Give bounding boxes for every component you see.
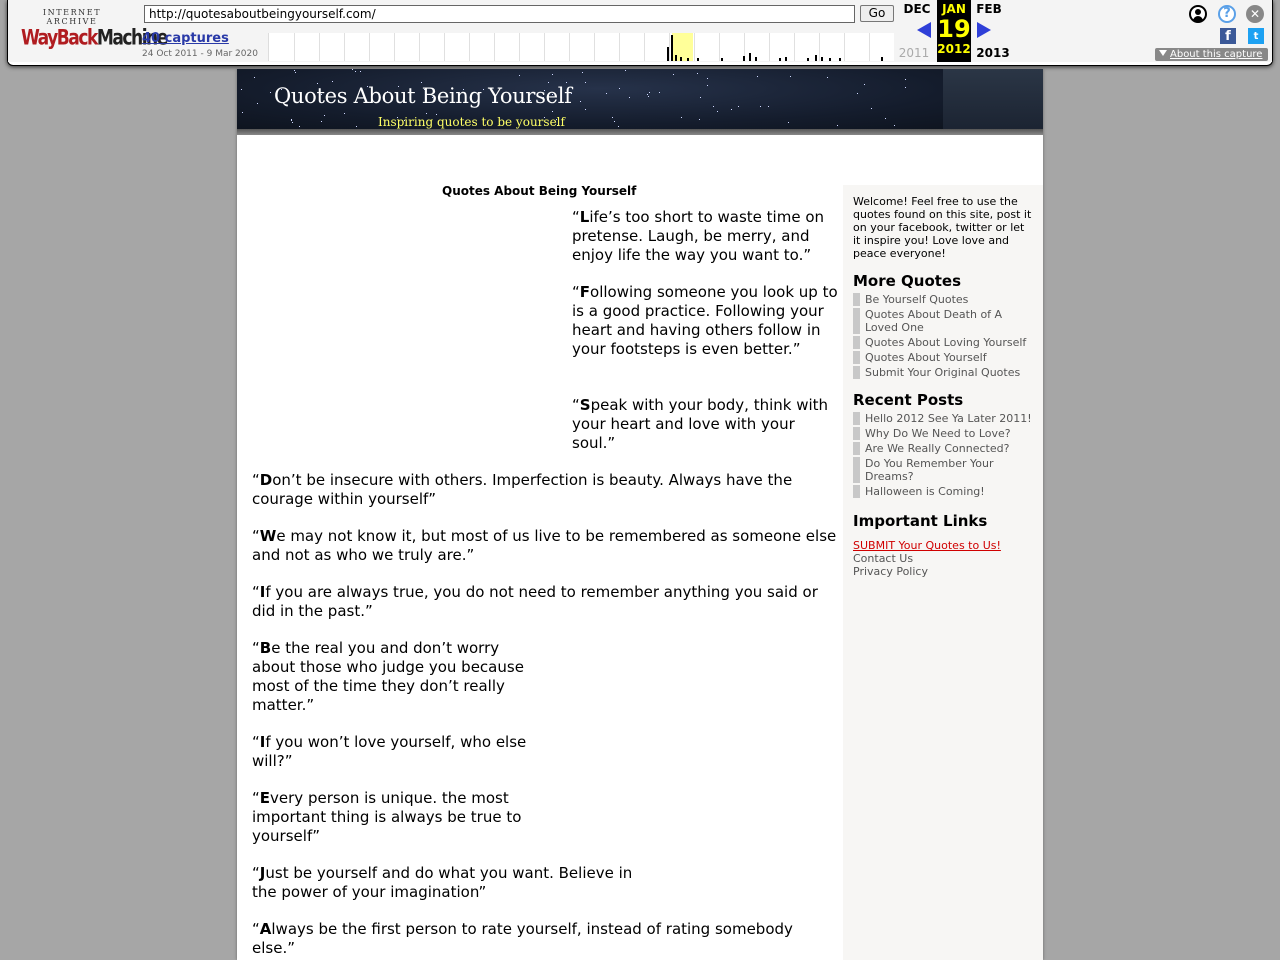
quote-item: “We may not know it, but most of us live to be remembered as someone else and not as who we truly are.” (252, 527, 837, 564)
about-capture-button[interactable] (1155, 48, 1268, 61)
header-star (352, 69, 353, 70)
header-star (356, 126, 357, 127)
header-star (837, 125, 838, 126)
quote-item: “Just be yourself and do what you want. Believe in the power of your imagination” (252, 864, 633, 901)
quote-item: “Don’t be insecure with others. Imperfection is beauty. Always have the courage within yourself” (252, 471, 793, 508)
header-star (585, 109, 586, 110)
header-star (614, 121, 615, 122)
wayback-sparkline[interactable] (268, 33, 894, 61)
user-account-icon[interactable] (1189, 5, 1207, 23)
site-header (237, 69, 1043, 135)
wayback-current-month: JAN (942, 2, 966, 16)
twitter-icon[interactable]: t (1248, 28, 1264, 44)
header-star (699, 119, 700, 120)
sparkline-capture-tick (697, 58, 699, 61)
page-container (237, 69, 1043, 960)
next-capture-arrow-icon[interactable] (977, 22, 991, 38)
wayback-next-month[interactable]: FEB (976, 2, 1002, 16)
contact-us-link[interactable]: Contact Us (853, 552, 914, 565)
sparkline-divider (544, 33, 545, 61)
header-star (292, 122, 293, 123)
header-star (857, 93, 858, 94)
header-star (254, 77, 255, 78)
header-shadow (237, 129, 1043, 135)
header-star (905, 79, 906, 80)
wayback-logo-back: Back (56, 25, 97, 51)
header-star (585, 82, 586, 83)
quote-item: “Speak with your body, think with your heart and love with your soul.” (572, 396, 829, 452)
header-star (566, 82, 567, 83)
header-star (647, 94, 648, 95)
sparkline-capture-tick (671, 35, 673, 61)
header-star (360, 71, 361, 72)
wayback-logo-top: INTERNET ARCHIVE (42, 8, 102, 26)
sparkline-divider (469, 33, 470, 61)
post-title: Quotes About Being Yourself (442, 184, 637, 198)
header-star (294, 70, 295, 71)
more-quotes-link[interactable]: Quotes About Yourself (853, 351, 1033, 364)
header-star (700, 97, 701, 98)
sparkline-divider (669, 33, 670, 61)
header-star (625, 70, 626, 71)
wayback-logo-wordmark (21, 25, 167, 51)
quote-item: “Every person is unique. the most important thing is always be true to yourself” (252, 789, 522, 845)
site-title[interactable]: Quotes About Being Yourself (274, 84, 572, 108)
prev-capture-arrow-icon[interactable] (917, 22, 931, 38)
sparkline-divider (594, 33, 595, 61)
wayback-url-input[interactable]: http://quotesaboutbeingyourself.com/ (144, 5, 855, 23)
wayback-toolbar (7, 0, 1273, 66)
help-icon[interactable]: ? (1218, 5, 1236, 23)
header-star (582, 72, 583, 73)
privacy-policy-link[interactable]: Privacy Policy (853, 565, 928, 578)
header-star (707, 78, 708, 79)
sparkline-divider (569, 33, 570, 61)
wayback-logo-way: Way (21, 25, 57, 51)
header-star (612, 117, 613, 118)
more-quotes-link[interactable]: Quotes About Loving Yourself (853, 336, 1033, 349)
recent-post-link[interactable]: Why Do We Need to Love? (853, 427, 1033, 440)
recent-post-link[interactable]: Are We Really Connected? (853, 442, 1033, 455)
header-star (788, 122, 789, 123)
sparkline-divider (819, 33, 820, 61)
wayback-prev-month[interactable]: DEC (903, 2, 931, 16)
sparkline-divider (419, 33, 420, 61)
header-star (717, 111, 718, 112)
wayback-current-year: 2012 (937, 42, 971, 56)
wayback-go-button[interactable]: Go (860, 5, 894, 22)
header-star (697, 73, 698, 74)
header-star (257, 103, 258, 104)
header-star (760, 106, 761, 107)
header-star (548, 82, 549, 83)
header-star (768, 106, 769, 107)
wayback-toolbar-inner (8, 0, 1272, 62)
header-star (552, 111, 553, 112)
quote-item: “If you are always true, you do not need to remember anything you said or did in the past.” (252, 583, 818, 620)
sparkline-capture-tick (807, 58, 809, 61)
header-star (291, 119, 292, 120)
header-star (757, 76, 758, 77)
sparkline-divider (844, 33, 845, 61)
header-star (681, 117, 682, 118)
quote-item: “Following someone you look up to is a good practice. Following your heart and having others follow in your footsteps is even better.” (572, 283, 838, 358)
header-star (242, 112, 243, 113)
important-links-list (853, 539, 1033, 578)
close-icon[interactable]: ✕ (1246, 5, 1264, 23)
header-star (885, 118, 886, 119)
header-star (707, 85, 708, 86)
sparkline-divider (394, 33, 395, 61)
header-star (713, 106, 714, 107)
sparkline-divider (369, 33, 370, 61)
header-star (731, 109, 732, 110)
header-star (673, 74, 674, 75)
header-star (619, 88, 620, 89)
quote-item: “Be the real you and don’t worry about those who judge you because most of the time they don’t really matter.” (252, 639, 524, 714)
wayback-prev-year[interactable]: 2011 (898, 46, 930, 60)
sparkline-divider (294, 33, 295, 61)
sidebar (843, 185, 1043, 960)
recent-post-link[interactable]: Hello 2012 See Ya Later 2011! (853, 412, 1033, 425)
header-star (241, 89, 242, 90)
recent-posts-heading: Recent Posts (853, 391, 964, 409)
header-star (649, 92, 650, 93)
header-star (648, 96, 649, 97)
recent-post-link[interactable]: Do You Remember Your Dreams? (853, 457, 1033, 483)
header-star (295, 72, 296, 73)
sparkline-divider (319, 33, 320, 61)
sparkline-capture-tick (779, 58, 781, 61)
sparkline-divider (719, 33, 720, 61)
header-star (790, 76, 791, 77)
wayback-logo-machine: Machine (96, 25, 167, 51)
sparkline-divider (794, 33, 795, 61)
sparkline-divider (494, 33, 495, 61)
quote-item: “Always be the first person to rate yourself, instead of rating somebody else.” (252, 920, 793, 957)
facebook-icon[interactable]: f (1220, 28, 1236, 44)
header-star (355, 71, 356, 72)
sparkline-capture-tick (821, 57, 823, 61)
sparkline-capture-tick (829, 58, 831, 61)
submit-quotes-link[interactable]: SUBMIT Your Quotes to Us! (853, 539, 1001, 552)
more-quotes-link[interactable]: Be Yourself Quotes (853, 293, 1033, 306)
sparkline-divider (619, 33, 620, 61)
header-star (629, 97, 630, 98)
header-star (321, 121, 322, 122)
header-star (426, 113, 427, 114)
sparkline-divider (644, 33, 645, 61)
more-quotes-link[interactable]: Quotes About Death of A Loved One (853, 308, 1033, 334)
header-star (332, 81, 333, 82)
sparkline-capture-tick (687, 58, 689, 61)
sparkline-divider (869, 33, 870, 61)
header-star (421, 82, 422, 83)
wayback-current-day: 19 (937, 15, 971, 43)
header-star (606, 93, 607, 94)
header-star (552, 74, 553, 75)
important-links-heading: Important Links (853, 512, 988, 530)
sparkline-capture-tick (675, 55, 677, 61)
caret-down-icon (1159, 50, 1167, 56)
header-star (659, 92, 660, 93)
wayback-logo[interactable] (21, 8, 167, 51)
recent-post-link[interactable]: Halloween is Coming! (853, 485, 1033, 498)
quote-item: “If you won’t love yourself, who else will?” (252, 733, 527, 770)
welcome-text: Welcome! Feel free to use the quotes found on this site, post it on your facebook, twitter or let it inspire you! Love love and peace everyone! (853, 195, 1032, 260)
sparkline-capture-tick (839, 58, 841, 61)
about-capture-label: About this capture (1170, 49, 1263, 60)
header-star (324, 115, 325, 116)
header-star (738, 106, 739, 107)
header-star (270, 92, 271, 93)
sparkline-divider (344, 33, 345, 61)
quote-item: “Life’s too short to waste time on pretense. Laugh, be merry, and enjoy life the way you want to.” (572, 208, 825, 264)
sparkline-capture-tick (680, 57, 682, 61)
more-quotes-list (853, 293, 1033, 379)
header-star (827, 77, 828, 78)
wayback-next-year[interactable]: 2013 (976, 46, 1010, 60)
sparkline-capture-tick (815, 55, 817, 61)
header-star (864, 84, 865, 85)
header-star (519, 75, 520, 76)
header-star (618, 126, 619, 127)
header-star (291, 120, 292, 121)
sparkline-divider (519, 33, 520, 61)
header-star (299, 126, 300, 127)
header-star (905, 87, 906, 88)
header-star (871, 108, 872, 109)
sparkline-capture-tick (667, 47, 669, 61)
sparkline-capture-tick (721, 58, 723, 61)
header-star (894, 125, 895, 126)
sparkline-capture-tick (743, 56, 745, 61)
wayback-date-range: 24 Oct 2011 - 9 Mar 2020 (142, 49, 258, 59)
sparkline-capture-tick (785, 57, 787, 61)
header-side-panel (943, 69, 1043, 135)
sparkline-capture-tick (749, 53, 751, 61)
site-tagline: Inspiring quotes to be yourself (378, 115, 565, 129)
wayback-captures-link[interactable]: 40 captures (142, 31, 229, 46)
sparkline-capture-tick (881, 57, 883, 61)
more-quotes-link[interactable]: Submit Your Original Quotes (853, 366, 1033, 379)
sparkline-capture-tick (755, 57, 757, 61)
recent-posts-list (853, 412, 1033, 498)
wayback-current-date (937, 0, 971, 62)
sparkline-divider (444, 33, 445, 61)
header-star (580, 101, 581, 102)
header-star (344, 113, 345, 114)
sparkline-divider (694, 33, 695, 61)
more-quotes-heading: More Quotes (853, 272, 962, 290)
sparkline-divider (769, 33, 770, 61)
